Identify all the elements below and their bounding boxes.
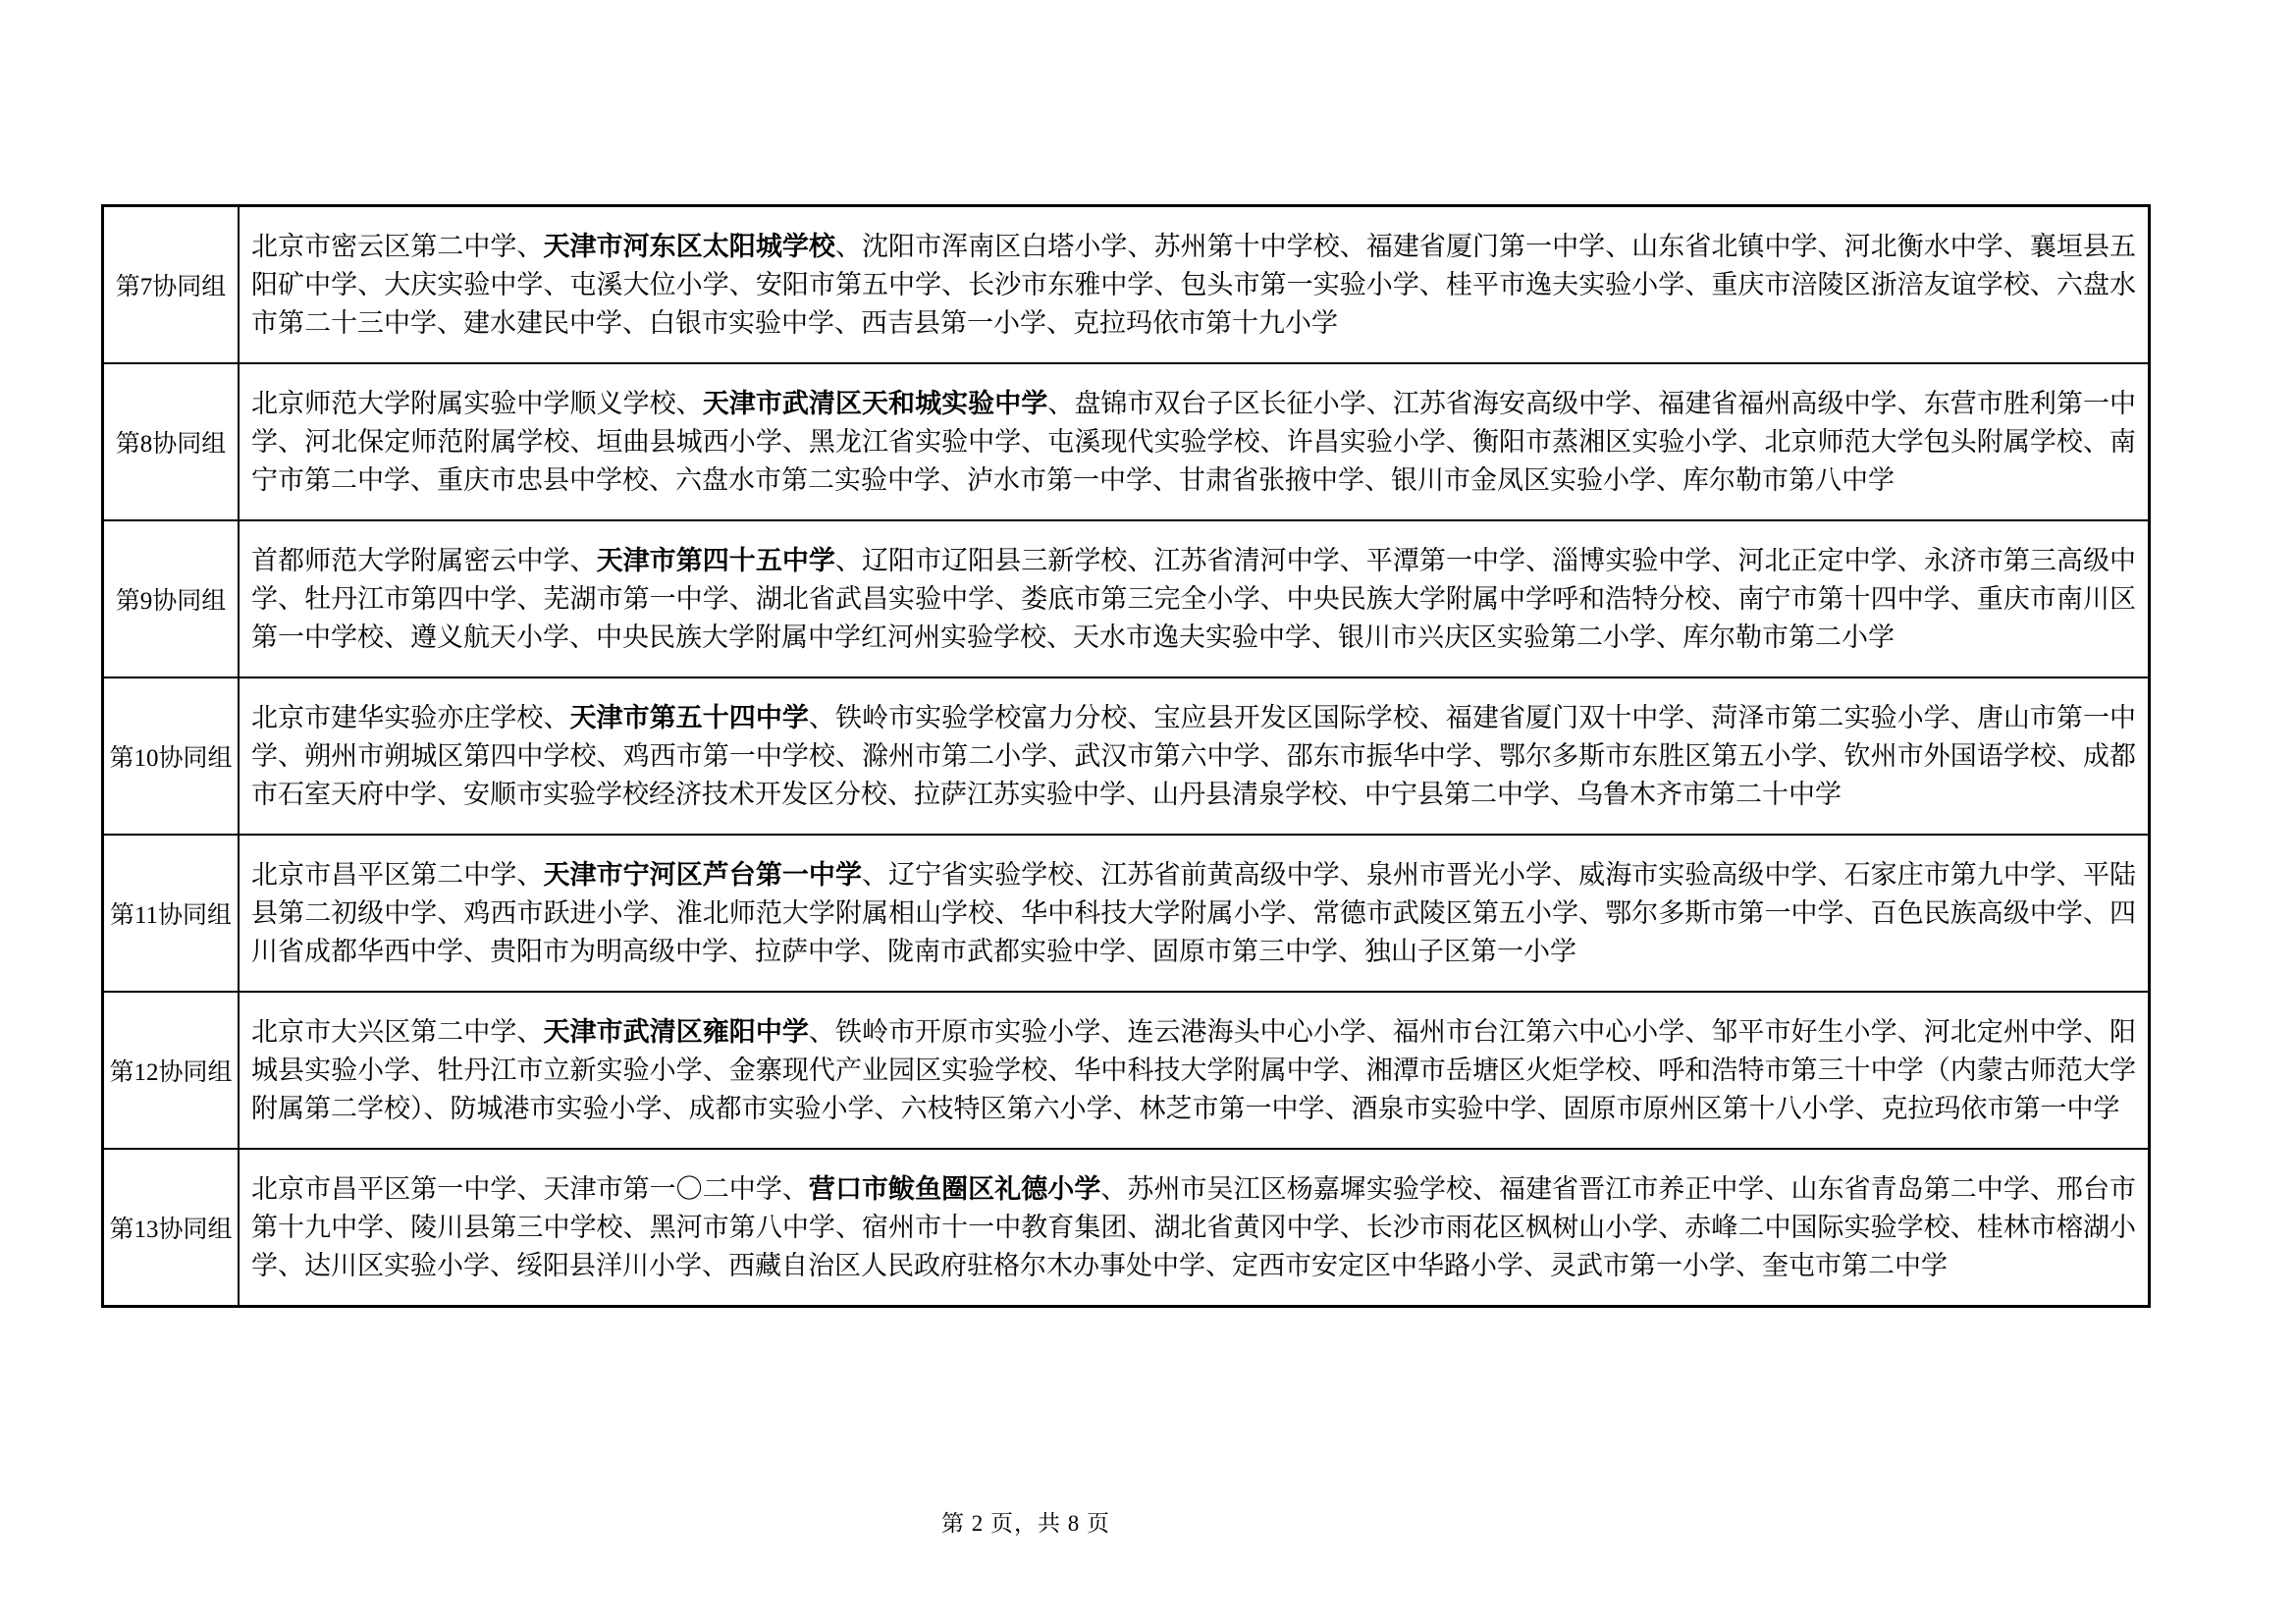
school-list xyxy=(239,1149,2150,1307)
group-row xyxy=(103,206,2150,364)
group-label: 第12协同组 xyxy=(103,992,240,1149)
school-names-segment: 、铁岭市开原市实验小学、连云港海头中心小学、福州市台江第六中心小学、邹平市好生小学、河北定州中学、阳城县实验小学、牡丹江市立新实验小学、金寨现代产业园区实验学校、华中科技大学附属中学、湘潭市岳塘区火炬学校、呼和浩特市第三十中学（内蒙古师范大学附属第二学校）、防城港市实验小学、成都市实验小学、六枝特区第六小学、林芝市第一中学、酒泉市实验中学、固原市原州区第十八小学、克拉玛依市第一中学 xyxy=(251,1016,2137,1123)
school-names-segment: 、沈阳市浑南区白塔小学、苏州第十中学校、福建省厦门第一中学、山东省北镇中学、河北衡水中学、襄垣县五阳矿中学、大庆实验中学、屯溪大位小学、安阳市第五中学、长沙市东雅中学、包头市第一实验小学、桂平市逸夫实验小学、重庆市涪陵区浙涪友谊学校、六盘水市第二十三中学、建水建民中学、白银市实验中学、西吉县第一小学、克拉玛依市第十九小学 xyxy=(251,231,2137,338)
school-names-segment: 、铁岭市实验学校富力分校、宝应县开发区国际学校、福建省厦门双十中学、菏泽市第二实验小学、唐山市第一中学、朔州市朔城区第四中学校、鸡西市第一中学校、滁州市第二小学、武汉市第六中学、邵东市振华中学、鄂尔多斯市东胜区第五小学、钦州市外国语学校、成都市石室天府中学、安顺市实验学校经济技术开发区分校、拉萨江苏实验中学、山丹县清泉学校、中宁县第二中学、乌鲁木齐市第二十中学 xyxy=(251,702,2137,809)
school-names-segment: 北京市密云区第二中学、 xyxy=(251,231,544,261)
school-names-segment: 、辽阳市辽阳县三新学校、江苏省清河中学、平潭第一中学、淄博实验中学、河北正定中学、永济市第三高级中学、牡丹江市第四中学、芜湖市第一中学、湖北省武昌实验中学、娄底市第三完全小学、中央民族大学附属中学呼和浩特分校、南宁市第十四中学、重庆市南川区第一中学校、遵义航天小学、中央民族大学附属中学红河州实验学校、天水市逸夫实验中学、银川市兴庆区实验第二小学、库尔勒市第二小学 xyxy=(251,545,2137,652)
group-label: 第9协同组 xyxy=(103,520,240,677)
highlighted-school-name: 天津市第五十四中学 xyxy=(569,702,809,732)
highlighted-school-name: 天津市宁河区芦台第一中学 xyxy=(543,859,862,890)
highlighted-school-name: 天津市武清区雍阳中学 xyxy=(543,1016,809,1047)
group-label: 第7协同组 xyxy=(103,206,240,364)
school-names-segment: 北京市大兴区第二中学、 xyxy=(251,1016,544,1047)
group-label: 第10协同组 xyxy=(103,677,240,835)
highlighted-school-name: 营口市鲅鱼圈区礼德小学 xyxy=(808,1173,1101,1204)
school-list xyxy=(239,835,2150,992)
school-names-segment: 北京市昌平区第二中学、 xyxy=(251,859,544,890)
group-row xyxy=(103,992,2150,1149)
group-label: 第8协同组 xyxy=(103,363,240,520)
page-number-footer: 第 2 页，共 8 页 xyxy=(941,1511,1110,1536)
group-label: 第13协同组 xyxy=(103,1149,240,1307)
group-row xyxy=(103,835,2150,992)
groups-table xyxy=(101,204,2151,1308)
group-row xyxy=(103,520,2150,677)
group-label: 第11协同组 xyxy=(103,835,240,992)
school-names-segment: 北京市昌平区第一中学、天津市第一〇二中学、 xyxy=(251,1173,809,1204)
highlighted-school-name: 天津市第四十五中学 xyxy=(596,545,835,575)
highlighted-school-name: 天津市武清区天和城实验中学 xyxy=(702,388,1048,418)
school-list xyxy=(239,520,2150,677)
school-list xyxy=(239,992,2150,1149)
group-row xyxy=(103,677,2150,835)
school-names-segment: 、盘锦市双台子区长征小学、江苏省海安高级中学、福建省福州高级中学、东营市胜利第一中学、河北保定师范附属学校、垣曲县城西小学、黑龙江省实验中学、屯溪现代实验学校、许昌实验小学、衡阳市蒸湘区实验小学、北京师范大学包头附属学校、南宁市第二中学、重庆市忠县中学校、六盘水市第二实验中学、泸水市第一中学、甘肃省张掖中学、银川市金凤区实验小学、库尔勒市第八中学 xyxy=(251,388,2137,495)
school-names-segment: 、辽宁省实验学校、江苏省前黄高级中学、泉州市晋光小学、威海市实验高级中学、石家庄市第九中学、平陆县第二初级中学、鸡西市跃进小学、淮北师范大学附属相山学校、华中科技大学附属小学、常德市武陵区第五小学、鄂尔多斯市第一中学、百色民族高级中学、四川省成都华西中学、贵阳市为明高级中学、拉萨中学、陇南市武都实验中学、固原市第三中学、独山子区第一小学 xyxy=(251,859,2137,966)
school-names-segment: 首都师范大学附属密云中学、 xyxy=(251,545,597,575)
school-list xyxy=(239,677,2150,835)
school-names-segment: 北京市建华实验亦庄学校、 xyxy=(251,702,570,732)
school-list xyxy=(239,206,2150,364)
school-names-segment: 北京师范大学附属实验中学顺义学校、 xyxy=(251,388,703,418)
school-names-segment: 、苏州市吴江区杨嘉墀实验学校、福建省晋江市养正中学、山东省青岛第二中学、邢台市第十九中学、陵川县第三中学校、黑河市第八中学、宿州市十一中教育集团、湖北省黄冈中学、长沙市雨花区枫树山小学、赤峰二中国际实验学校、桂林市榕湖小学、达川区实验小学、绥阳县洋川小学、西藏自治区人民政府驻格尔木办事处中学、定西市安定区中华路小学、灵武市第一小学、奎屯市第二中学 xyxy=(251,1173,2137,1280)
groups-table-body xyxy=(103,206,2150,1307)
group-row xyxy=(103,1149,2150,1307)
group-row xyxy=(103,363,2150,520)
school-list xyxy=(239,363,2150,520)
highlighted-school-name: 天津市河东区太阳城学校 xyxy=(543,231,835,261)
